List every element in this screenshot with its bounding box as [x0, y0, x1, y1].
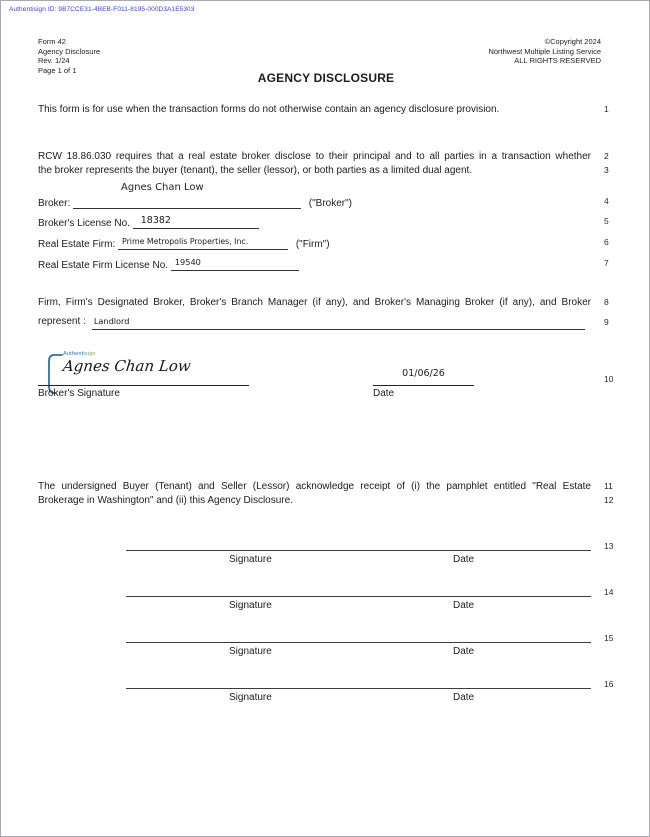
- paragraph-2-line-1: RCW 18.86.030 requires that a real estate broker disclose to their principal and to all parties in a transaction whether: [38, 151, 591, 162]
- paragraph-1-text: This form is for use when the transaction forms do not otherwise contain an agency disclosure provision.: [38, 104, 500, 115]
- broker-suffix: ("Broker"): [308, 198, 353, 209]
- broker-field-row: [1, 182, 650, 212]
- line-number: 13: [604, 541, 614, 551]
- authentisign-id: Authentisign ID: 9B7CCE31-4BEB-F011-8195-000D3A1E5303: [9, 6, 195, 13]
- copyright-block: [351, 37, 601, 66]
- broker-label: Broker:: [38, 198, 71, 209]
- line-number: 2: [604, 151, 609, 161]
- firm-license-value: 19540: [174, 257, 201, 267]
- paragraph-2-line-2: the broker represents the buyer (tenant), the seller (lessor), or both parties as a limited dual agent.: [38, 164, 473, 176]
- form-info-block: [38, 37, 238, 75]
- represent-field-row: [1, 316, 650, 333]
- broker-license-value: 18382: [140, 215, 171, 226]
- broker-value: Agnes Chan Low: [121, 182, 204, 193]
- authentisign-logo-part1: Authenti: [63, 351, 85, 357]
- copyright-line: Northwest Multiple Listing Service: [488, 46, 601, 56]
- broker-input-line[interactable]: [73, 195, 301, 209]
- broker-license-input-line[interactable]: [133, 215, 259, 229]
- signature-label: Signature: [229, 692, 272, 703]
- form-page-count: Page 1 of 1: [38, 65, 77, 75]
- line-number: 11: [604, 481, 613, 491]
- broker-date-line[interactable]: [373, 385, 474, 386]
- signature-label: Signature: [229, 554, 272, 565]
- paragraph-4-line-1: The undersigned Buyer (Tenant) and Seller (Lessor) acknowledge receipt of (i) the pamphlet entitled "Real Estate: [38, 481, 591, 492]
- form-name: Agency Disclosure: [38, 46, 101, 56]
- form-revision: Rev. 1/24: [38, 56, 70, 66]
- line-number: 9: [604, 317, 609, 327]
- line-number: 7: [604, 258, 609, 268]
- firm-value: Prime Metropolis Properties, Inc.: [122, 237, 249, 246]
- paragraph-4-line-2: Brokerage in Washington" and (ii) this Agency Disclosure.: [38, 494, 293, 506]
- date-label: Date: [453, 600, 475, 611]
- copyright-line: ©Copyright 2024: [544, 37, 601, 46]
- line-number: 8: [604, 297, 609, 307]
- represent-value: Landlord: [93, 316, 130, 326]
- signature-row: [1, 586, 650, 616]
- line-number: 15: [604, 633, 614, 643]
- line-number-column: [604, 150, 609, 177]
- signature-label: Signature: [229, 646, 272, 657]
- represent-input-line[interactable]: [92, 316, 585, 330]
- line-number: 14: [604, 587, 614, 597]
- line-number-column: [604, 480, 613, 507]
- signature-date-line[interactable]: [126, 688, 591, 689]
- date-label: Date: [453, 554, 475, 565]
- broker-date-value: 01/06/26: [402, 368, 445, 379]
- broker-date-label: Date: [373, 388, 395, 399]
- paragraph-4: [1, 480, 650, 507]
- signature-row: [1, 540, 650, 570]
- broker-signature-label: Broker's Signature: [38, 388, 120, 399]
- firm-label: Real Estate Firm:: [38, 239, 116, 250]
- line-number: 16: [604, 679, 614, 689]
- paragraph-3-line-1: Firm, Firm's Designated Broker, Broker's Branch Manager (if any), and Broker's Managing Broker (if any), and Broker: [38, 297, 591, 308]
- signature-row: [1, 632, 650, 662]
- firm-license-field-row: [1, 257, 650, 274]
- line-number: 6: [604, 237, 609, 247]
- paragraph-2: [1, 150, 650, 177]
- signature-date-line[interactable]: [126, 642, 591, 643]
- line-number: 4: [604, 196, 609, 206]
- line-number: 10: [604, 374, 614, 384]
- form-number: Form 42: [38, 37, 66, 46]
- broker-license-field-row: [1, 215, 650, 232]
- signature-date-line[interactable]: [126, 550, 591, 551]
- represent-label: represent :: [38, 316, 86, 327]
- date-label: Date: [453, 646, 475, 657]
- line-number: 3: [604, 164, 609, 175]
- line-number: 5: [604, 216, 609, 226]
- broker-license-label: Broker's License No.: [38, 218, 130, 229]
- line-number: 12: [604, 494, 614, 505]
- copyright-line: ALL RIGHTS RESERVED: [514, 56, 601, 66]
- broker-signature-script[interactable]: Agnes Chan Low: [62, 357, 192, 375]
- page-title: AGENCY DISCLOSURE: [257, 71, 395, 85]
- signature-date-line[interactable]: [126, 596, 591, 597]
- signature-label: Signature: [229, 600, 272, 611]
- broker-signature-block: [1, 350, 650, 405]
- paragraph-3: [1, 296, 650, 310]
- firm-suffix: ("Firm"): [295, 239, 330, 250]
- firm-field-row: [1, 236, 650, 253]
- authentisign-logo-part2: sign: [84, 351, 96, 357]
- line-number: 1: [604, 104, 609, 114]
- broker-signature-line[interactable]: [38, 385, 249, 386]
- firm-input-line[interactable]: [118, 236, 288, 250]
- firm-license-label: Real Estate Firm License No.: [38, 260, 169, 271]
- date-label: Date: [453, 692, 475, 703]
- signature-row: [1, 678, 650, 708]
- firm-license-input-line[interactable]: [171, 257, 299, 271]
- broker-date-group: [373, 350, 474, 400]
- paragraph-1: [1, 103, 650, 117]
